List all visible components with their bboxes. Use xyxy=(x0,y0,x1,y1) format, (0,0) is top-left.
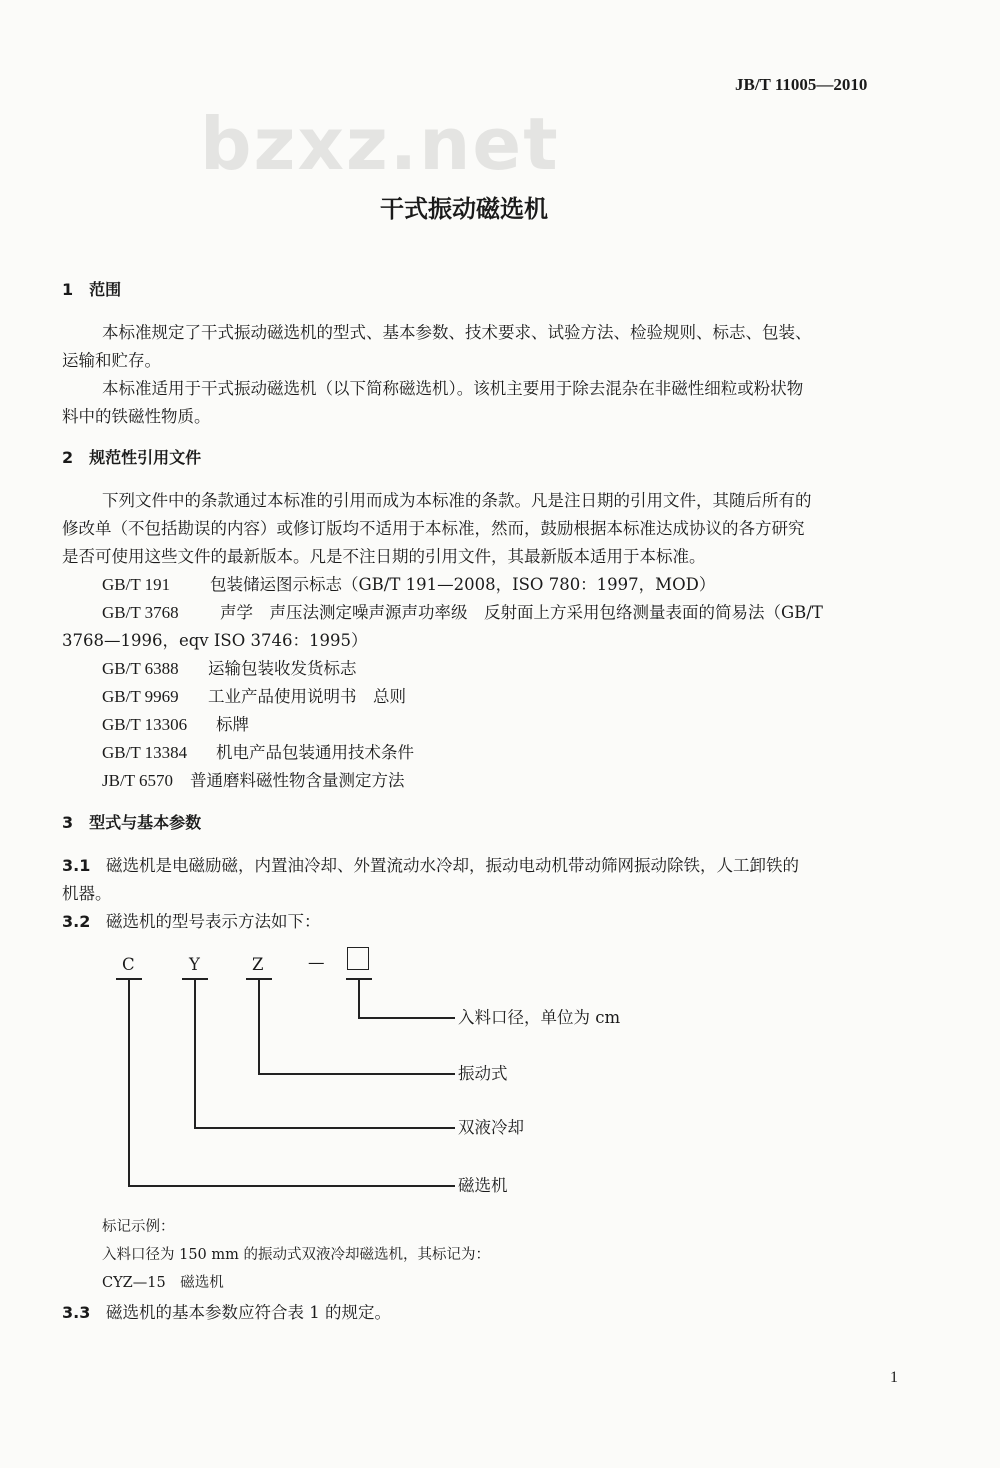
paragraph: 料中的铁磁性物质。 xyxy=(62,407,211,426)
dash: — xyxy=(308,953,325,972)
clause-text: 磁选机的基本参数应符合表 1 的规定。 xyxy=(106,1303,391,1322)
reference-item xyxy=(102,686,406,708)
clause-3-1 xyxy=(62,855,799,877)
reference-title: 机电产品包装通用技术条件 xyxy=(216,743,414,762)
clause-3-3 xyxy=(62,1302,391,1324)
connector xyxy=(258,978,260,1074)
example-designation: CYZ—15 磁选机 xyxy=(102,1275,224,1291)
paragraph: 本标准适用于干式振动磁选机（以下简称磁选机）。该机主要用于除去混杂在非磁性细粒或粉状物 xyxy=(102,379,804,398)
letter-c: C xyxy=(122,955,135,974)
section-2-heading: 2 规范性引用文件 xyxy=(62,448,202,467)
reference-title: 工业产品使用说明书 总则 xyxy=(208,687,406,706)
connector xyxy=(258,1073,455,1075)
reference-item xyxy=(62,630,367,651)
connector xyxy=(194,1127,455,1129)
label-dual-cooling: 双液冷却 xyxy=(458,1118,524,1137)
reference-title: 声学 声压法测定噪声源声功率级 反射面上方采用包络测量表面的简易法（GB/T xyxy=(220,603,823,622)
paragraph: 修改单（不包括勘误的内容）或修订版均不适用于本标准，然而，鼓励根据本标准达成协议的各方研究 xyxy=(62,519,805,538)
reference-item xyxy=(102,658,357,680)
reference-title: 运输包装收发货标志 xyxy=(208,659,357,678)
example-text: 入料口径为 150 mm 的振动式双液冷却磁选机，其标记为： xyxy=(102,1247,491,1263)
clause-3-2 xyxy=(62,911,321,933)
reference-item xyxy=(102,770,405,792)
clause-text: 磁选机的型号表示方法如下： xyxy=(106,912,321,931)
clause-number: 3.2 xyxy=(62,912,91,931)
paragraph: 本标准规定了干式振动磁选机的型式、基本参数、技术要求、试验方法、检验规则、标志、包装、 xyxy=(102,323,812,342)
letter-z: Z xyxy=(252,955,264,974)
reference-code: GB/T 6388 xyxy=(102,659,179,678)
clause-number: 3.1 xyxy=(62,856,91,875)
watermark: bzxz.net xyxy=(200,102,560,186)
connector xyxy=(128,978,130,1186)
placeholder-box xyxy=(347,947,369,970)
reference-title: 标牌 xyxy=(216,715,249,734)
connector xyxy=(194,978,196,1128)
label-vibration: 振动式 xyxy=(458,1064,508,1083)
label-separator: 磁选机 xyxy=(458,1176,508,1195)
reference-code: GB/T 13384 xyxy=(102,743,188,762)
reference-code: GB/T 9969 xyxy=(102,687,179,706)
reference-code: GB/T 13306 xyxy=(102,715,188,734)
reference-item xyxy=(102,574,715,596)
page-title: 干式振动磁选机 xyxy=(380,195,548,223)
reference-title: 包装储运图示标志（GB/T 191—2008，ISO 780：1997，MOD） xyxy=(210,575,716,594)
reference-title: 3768—1996，eqv ISO 3746：1995） xyxy=(62,631,368,650)
reference-code: GB/T 3768 xyxy=(102,603,179,622)
reference-title: 普通磨料磁性物含量测定方法 xyxy=(190,771,405,790)
connector xyxy=(358,978,360,1018)
reference-code: GB/T 191 xyxy=(102,575,171,594)
paragraph: 机器。 xyxy=(62,884,112,903)
paragraph: 下列文件中的条款通过本标准的引用而成为本标准的条款。凡是注日期的引用文件，其随后所有的 xyxy=(102,491,812,510)
reference-code: JB/T 6570 xyxy=(102,771,174,790)
section-1-heading: 1 范围 xyxy=(62,280,122,299)
clause-text: 磁选机是电磁励磁，内置油冷却、外置流动水冷却，振动电动机带动筛网振动除铁，人工卸铁的 xyxy=(106,856,799,875)
example-title: 标记示例： xyxy=(102,1219,175,1235)
connector xyxy=(358,1017,455,1019)
reference-item xyxy=(102,602,823,624)
letter-y: Y xyxy=(189,955,200,974)
page-number: 1 xyxy=(890,1369,898,1386)
clause-number: 3.3 xyxy=(62,1303,91,1322)
reference-item xyxy=(102,714,249,736)
standard-code: JB/T 11005—2010 xyxy=(735,75,868,94)
reference-item xyxy=(102,742,414,764)
paragraph: 运输和贮存。 xyxy=(62,351,161,370)
paragraph: 是否可使用这些文件的最新版本。凡是不注日期的引用文件，其最新版本适用于本标准。 xyxy=(62,547,706,566)
connector xyxy=(128,1185,455,1187)
section-3-heading: 3 型式与基本参数 xyxy=(62,813,202,832)
label-inlet-diameter: 入料口径，单位为 cm xyxy=(458,1008,621,1027)
